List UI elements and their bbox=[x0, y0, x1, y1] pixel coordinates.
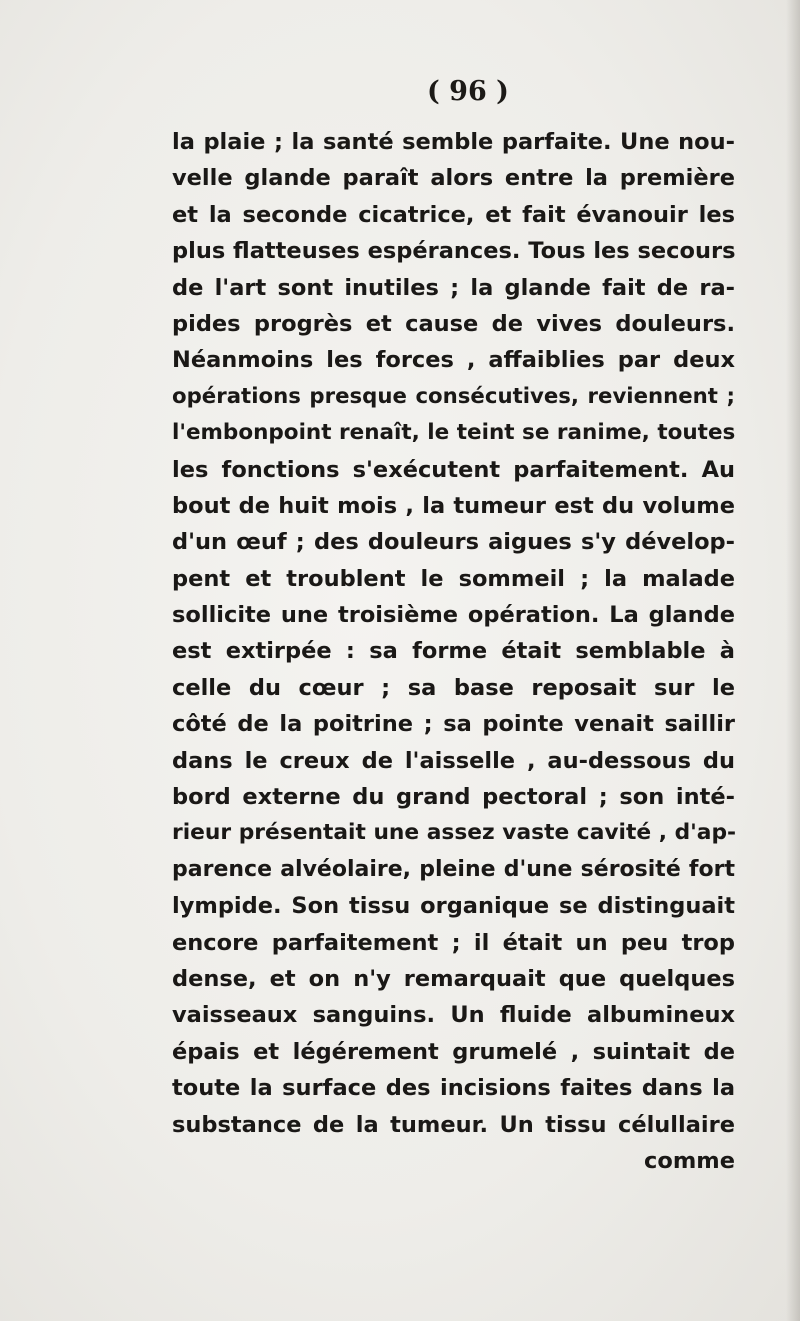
text-line: substance de la tumeur. Un tissu célullaire bbox=[172, 1111, 735, 1138]
text-line: d'un œuf ; des douleurs aigues s'y dévelop- bbox=[172, 529, 735, 556]
text-line: et la seconde cicatrice, et fait évanouir les bbox=[172, 201, 735, 228]
text-line: celle du cœur ; sa base reposait sur le bbox=[172, 674, 735, 701]
text-line: vaisseaux sanguins. Un fluide albumineux bbox=[172, 1002, 735, 1029]
text-line: plus flatteuses espérances. Tous les secours bbox=[172, 238, 736, 265]
text-line: bout de huit mois , la tumeur est du volume bbox=[172, 492, 735, 519]
text-line: épais et légérement grumelé , suintait de bbox=[172, 1038, 735, 1065]
text-line: dense, et on n'y remarquait que quelques bbox=[172, 965, 735, 992]
text-line: dans le creux de l'aisselle , au-dessous du bbox=[172, 747, 735, 774]
text-line: encore parfaitement ; il était un peu trop bbox=[172, 929, 735, 956]
text-line: rieur présentait une assez vaste cavité , d'ap- bbox=[172, 820, 737, 846]
text-line: bord externe du grand pectoral ; son inté- bbox=[172, 784, 735, 811]
body-text bbox=[172, 124, 735, 1179]
text-line: les fonctions s'exécutent parfaitement. Au bbox=[172, 456, 735, 483]
text-line: l'embonpoint renaît, le teint se ranime, toutes bbox=[172, 420, 736, 446]
text-line: pides progrès et cause de vives douleurs. bbox=[172, 310, 735, 337]
text-line: velle glande paraît alors entre la première bbox=[172, 165, 735, 192]
text-line: lympide. Son tissu organique se distinguait bbox=[172, 893, 735, 920]
catchword: comme bbox=[644, 1147, 735, 1174]
text-line: Néanmoins les forces , affaiblies par deux bbox=[172, 347, 735, 374]
page-number: ( 96 ) bbox=[427, 76, 509, 107]
page-edge-shadow bbox=[786, 0, 800, 1321]
text-line: toute la surface des incisions faites dans la bbox=[172, 1075, 735, 1102]
text-line: de l'art sont inutiles ; la glande fait de ra- bbox=[172, 274, 735, 301]
text-line: pent et troublent le sommeil ; la malade bbox=[172, 565, 735, 592]
text-line: la plaie ; la santé semble parfaite. Une nou- bbox=[172, 129, 735, 155]
text-line: parence alvéolaire, pleine d'une sérosité fort bbox=[172, 856, 735, 882]
text-line: est extirpée : sa forme était semblable à bbox=[172, 638, 735, 665]
text-line: sollicite une troisième opération. La glande bbox=[172, 602, 735, 629]
text-line: opérations presque consécutives, reviennent ; bbox=[172, 383, 735, 409]
text-line: côté de la poitrine ; sa pointe venait saillir bbox=[172, 711, 735, 738]
